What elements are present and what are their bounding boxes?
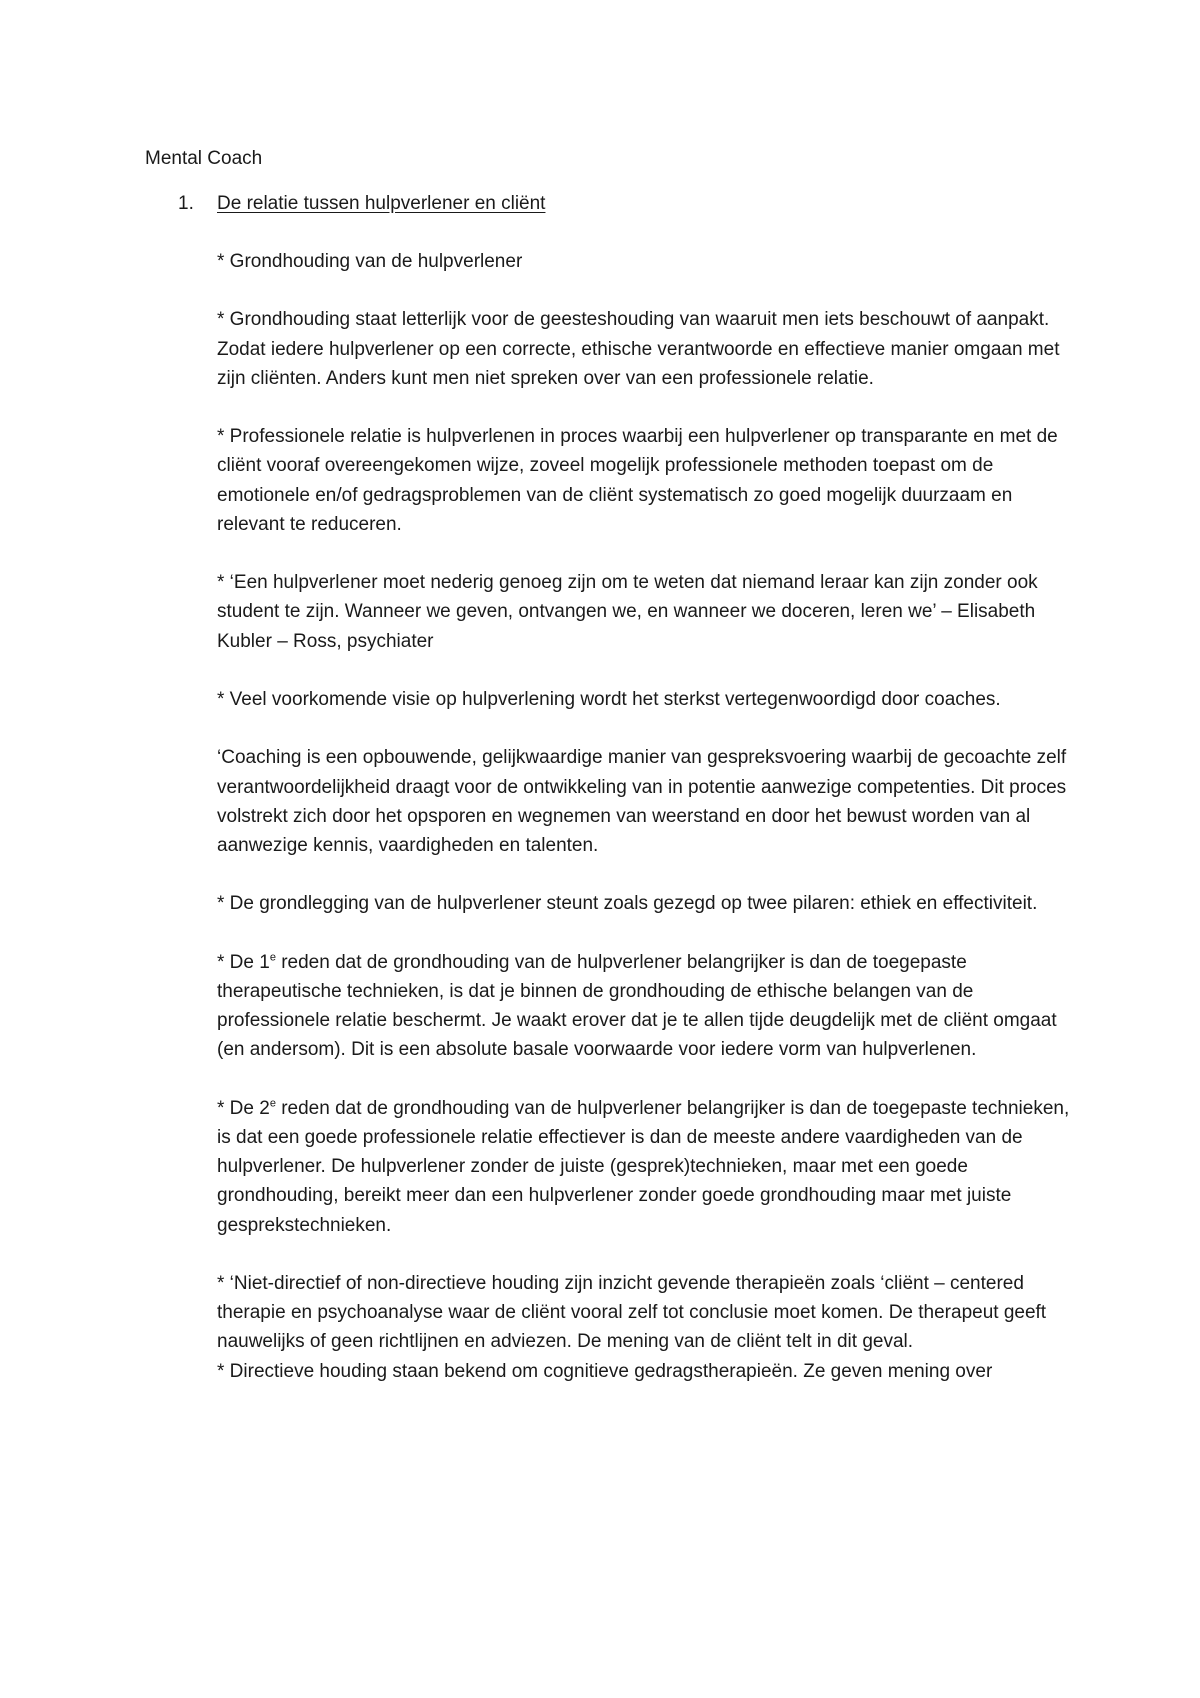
reden-1-prefix: * De 1 <box>217 951 270 973</box>
reden-2-text: reden dat de grondhouding van de hulpverlener belangrijker is dan de toegepaste technieken, is dat een goede professionele relatie effectiever is dan de meeste andere vaardigheden van de hulpverlener. De hulpverlener zonder de juiste (gesprek)technieken, maar met een goede grondhouding, bereikt meer dan een hulpverlener zonder goede grondhouding maar met juiste gesprekstechnieken. <box>217 1097 1070 1236</box>
paragraph-visie-hulpverlening: * Veel voorkomende visie op hulpverlening wordt het sterkst vertegenwoordigd door coaches. <box>217 688 1001 710</box>
document-title: Mental Coach <box>145 148 263 169</box>
reden-1-superscript: e <box>269 951 276 964</box>
reden-1-text: reden dat de grondhouding van de hulpverlener belangrijker is dan de toegepaste therapeutische technieken, is dat je binnen de grondhouding de ethische belangen van de professionele relatie beschermt. Je waakt erover dat je te allen tijde deugdelijk met de cliënt omgaat (en andersom). Dit is een absolute basale voorwaarde voor iedere vorm van hulpverlenen. <box>217 951 1057 1061</box>
paragraph-directief: * Directieve houding staan bekend om cognitieve gedragstherapieën. Ze geven mening over <box>217 1360 993 1382</box>
section-heading <box>145 189 1045 218</box>
paragraph-grondhouding-definition: * Grondhouding staat letterlijk voor de geesteshouding van waaruit men iets beschouwt of aanpakt. Zodat iedere hulpverlener op een correcte, ethische verantwoorde en effectieve manier omgaan met zijn cliënten. Anders kunt men niet spreken over van een professionele relatie. <box>217 309 1060 389</box>
paragraph-grondhouding-heading: * Grondhouding van de hulpverlener <box>217 251 523 272</box>
section-number: 1. <box>178 193 194 214</box>
reden-2-superscript: e <box>269 1097 276 1110</box>
paragraph-coaching-quote: ‘Coaching is een opbouwende, gelijkwaardige manier van gespreksvoering waarbij de gecoachte zelf verantwoordelijkheid draagt voor de ontwikkeling van in potentie aanwezige competenties. Dit proces volstrekt zich door het opsporen en wegnemen van weerstand en door het bewust worden van al aanwezige kennis, vaardigheden en talenten. <box>217 747 1067 856</box>
paragraph-non-directief: * ‘Niet-directief of non-directieve houding zijn inzicht gevende therapieën zoals ‘cliënt – centered therapie en psychoanalyse waar de cliënt vooral zelf tot conclusie moet komen. De therapeut geeft nauwelijks of geen richtlijnen en adviezen. De mening van de cliënt telt in dit geval. <box>217 1272 1047 1353</box>
document-body <box>217 247 1077 1386</box>
paragraph-quote-kubler-ross: * ‘Een hulpverlener moet nederig genoeg zijn om te weten dat niemand leraar kan zijn zonder ook student te zijn. Wanneer we geven, ontvangen we, en wanneer we doceren, leren we’ – Elisabeth Kubler – Ross, psychiater <box>217 572 1038 652</box>
section-heading-text: De relatie tussen hulpverlener en cliënt <box>217 193 546 214</box>
paragraph-grondlegging: * De grondlegging van de hulpverlener steunt zoals gezegd op twee pilaren: ethiek en effectiviteit. <box>217 893 1038 915</box>
paragraph-reden-1 <box>217 948 1077 1065</box>
paragraph-professionele-relatie: * Professionele relatie is hulpverlenen in proces waarbij een hulpverlener op transparante en met de cliënt vooraf overeengekomen wijze, zoveel mogelijk professionele methoden toepast om de emotionele en/of gedragsproblemen van de cliënt systematisch zo goed mogelijk duurzaam en relevant te reduceren. <box>217 426 1058 535</box>
reden-2-prefix: * De 2 <box>217 1097 270 1119</box>
paragraph-reden-2 <box>217 1094 1077 1240</box>
